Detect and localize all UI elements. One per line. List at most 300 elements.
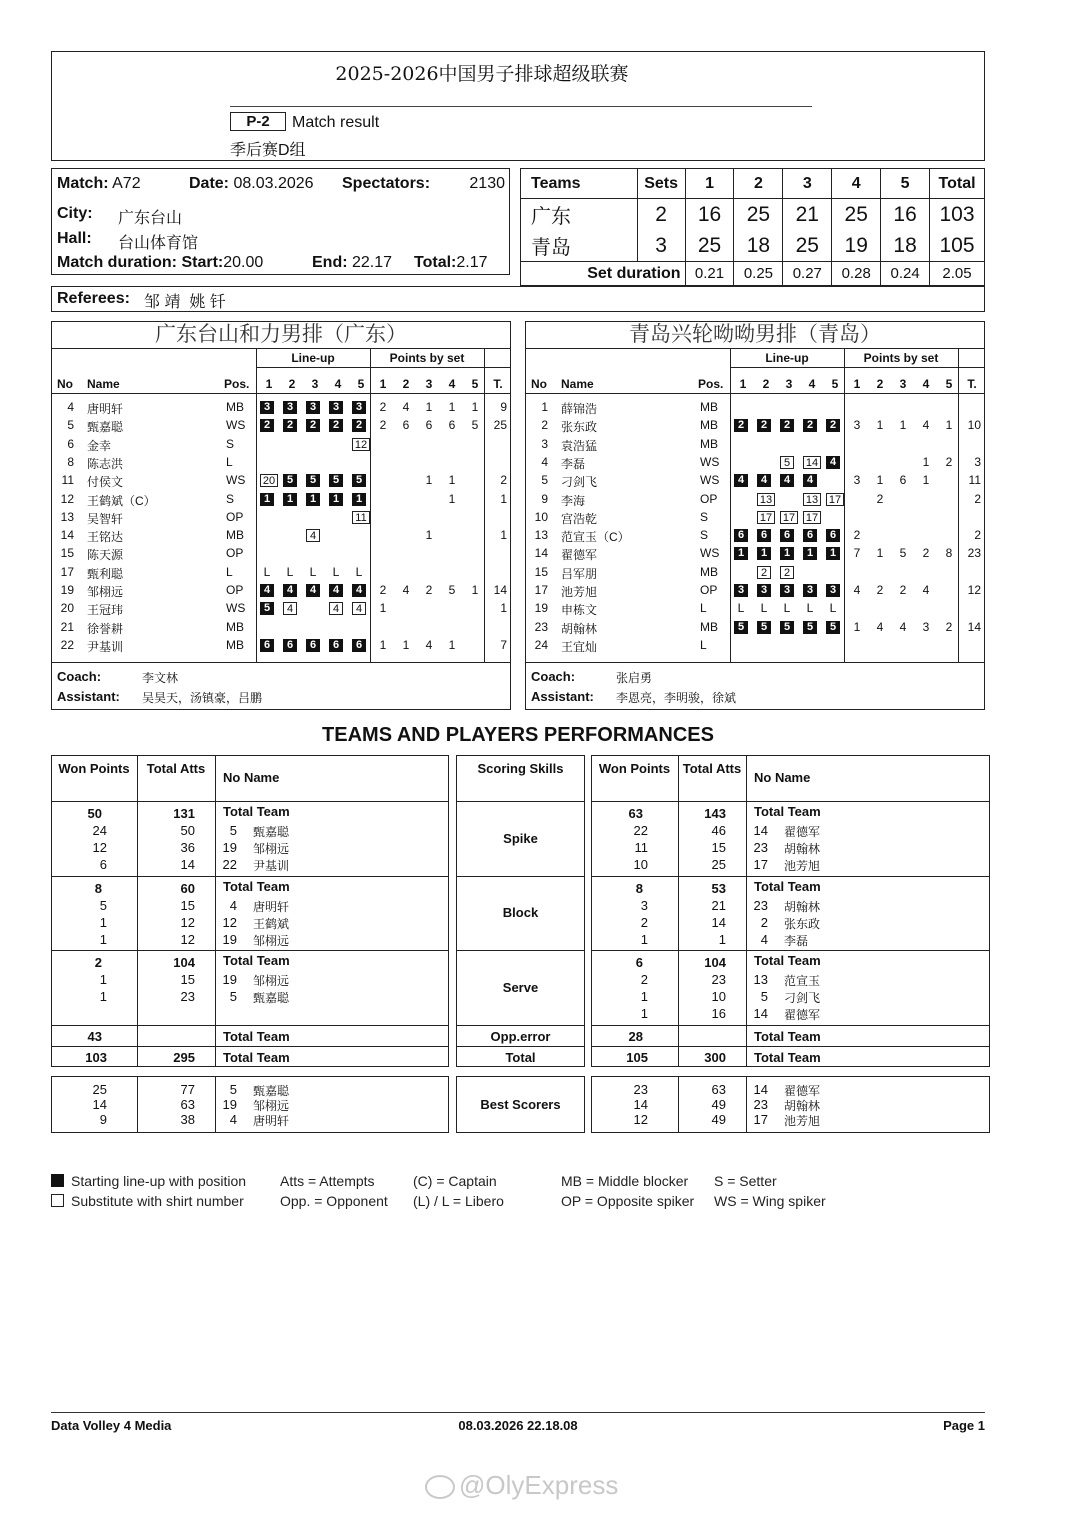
set-duration: 0.28 [832,262,881,286]
set2-header: 2 [734,169,783,199]
player-position: L [226,564,233,579]
points-set-header: 2 [402,377,410,391]
substitute-number: 17 [780,511,798,524]
player-won: 1 [640,932,648,947]
player-row [526,510,984,528]
player-row [526,638,984,656]
starting-position: 4 [734,474,748,487]
date-label: Date: [189,175,230,192]
lineup-set-header: 2 [288,377,296,391]
player-position: WS [700,473,720,488]
total-team-label: Total Team [754,1029,821,1044]
legend-op: OP = Opposite spiker [561,1193,695,1209]
player-name: 唐明轩 [253,900,290,914]
starting-position: 1 [734,547,748,560]
best-away-box [591,1076,990,1133]
best-number: 4 [229,1112,237,1127]
substitute-number: 2 [757,566,771,579]
set-points: 2 [876,583,884,597]
points-set-header: 3 [899,377,907,391]
starting-position: 2 [283,419,297,432]
player-name: 张东政 [561,420,598,435]
player-number: 4 [67,400,74,414]
starting-position: 1 [803,547,817,560]
starting-position: 2 [306,419,320,432]
player-total: 7 [500,637,507,652]
player-row [526,418,984,436]
best-scorers-label: Best Scorers [480,1097,561,1112]
substitute-number: 13 [757,493,775,506]
substitute-number: 4 [329,602,343,615]
starting-position: 4 [283,584,297,597]
team-won: 2 [94,955,102,970]
player-row [52,638,510,656]
player-won: 12 [92,840,107,855]
starting-position: 1 [260,493,274,506]
player-atts: 23 [180,989,195,1004]
spectators-label: Spectators: [342,175,431,192]
player-won: 1 [640,1006,648,1021]
player-name: 王铭达 [87,530,124,545]
player-position: MB [700,619,718,634]
player-total: 1 [500,528,507,543]
starting-position: 1 [306,493,320,506]
starting-position: 4 [260,584,274,597]
libero-mark: L [309,564,317,579]
player-atts: 23 [711,972,726,987]
assistant-label: Assistant: [531,689,594,704]
starting-position: 6 [329,639,343,652]
player-number: 19 [60,583,74,597]
starting-position: 2 [734,419,748,432]
set-points: 2 [899,583,907,597]
set-points: 1 [448,473,456,488]
player-atts: 1 [718,932,726,947]
starting-position: 1 [283,493,297,506]
libero-mark: L [806,601,814,616]
player-position: L [700,637,707,652]
set5-header: 5 [881,169,930,199]
won-points-header: Won Points [58,761,130,776]
starting-position: 1 [826,547,840,560]
libero-mark: L [332,564,340,579]
best-name: 唐明轩 [253,1114,290,1128]
starting-position: 2 [352,419,366,432]
set-points: 1 [876,473,884,488]
player-number: 19 [222,932,237,947]
player-number: 13 [753,972,768,987]
player-position: MB [226,637,244,652]
player-number: 23 [753,840,768,855]
set-points: 2 [379,418,387,433]
team-atts: 104 [704,955,726,970]
set-points: 1 [471,583,479,597]
set-points: 2 [945,454,953,469]
best-won: 14 [633,1097,648,1112]
player-name: 邹栩远 [253,974,290,988]
player-total: 2 [500,473,507,488]
set-points: 6 [448,418,456,433]
substitute-number: 4 [306,529,320,542]
substitute-number: 14 [803,456,821,469]
set-points: 4 [922,583,930,597]
set-points: 1 [402,637,410,652]
starting-position: 1 [780,547,794,560]
perf-home-box [51,755,449,1067]
set-points: 1 [876,546,884,561]
set-points: 1 [448,491,456,506]
player-name: 池芳旭 [784,859,821,873]
points-set-header: 5 [945,377,953,391]
set-duration: 0.25 [734,262,783,286]
player-name: 甄嘉聪 [87,420,124,435]
set-score: 25 [734,199,783,231]
set-duration: 0.21 [685,262,734,286]
player-name: 陈志洪 [87,456,124,471]
player-row [526,528,984,546]
footer-right: Page 1 [943,1418,985,1433]
total-team-label: Total Team [223,1050,290,1065]
starting-position: 1 [352,493,366,506]
player-row [52,455,510,473]
total-team-label: Total Team [223,804,290,819]
total-line [414,254,488,272]
player-position: S [226,436,235,451]
best-won: 14 [92,1097,107,1112]
starting-position: 4 [352,584,366,597]
substitute-number: 20 [260,474,278,487]
player-name: 李磊 [561,456,586,471]
player-name: 李海 [561,493,586,508]
player-name: 陈天源 [87,548,124,563]
player-total: 2 [974,528,981,543]
substitute-number: 12 [352,438,370,451]
set-points: 4 [876,619,884,634]
player-number: 11 [61,473,74,488]
starting-position: 3 [329,401,343,414]
best-number: 19 [222,1097,237,1112]
player-number: 9 [541,491,548,506]
starting-position: 2 [826,419,840,432]
set-points: 1 [425,473,433,488]
player-won: 22 [633,823,648,838]
set-points: 4 [425,637,433,652]
team-atts: 143 [704,806,726,821]
player-row [52,473,510,491]
starting-position: 1 [757,547,771,560]
starting-position: 4 [803,474,817,487]
starting-position: 2 [329,419,343,432]
starting-position: 3 [306,401,320,414]
duration-label: Match duration: [57,254,177,271]
teams-header: Teams [521,169,638,199]
player-atts: 12 [180,915,195,930]
coach-rule [52,662,510,663]
player-name: 甄利聪 [87,566,124,581]
best-name: 邹栩远 [253,1099,290,1113]
team-won: 63 [628,806,643,821]
player-name: 王冠玮 [87,603,124,618]
match-label: Match: [57,175,109,192]
set-points: 6 [425,418,433,433]
player-won: 11 [634,840,648,855]
best-number: 23 [753,1097,768,1112]
doc-code: P-2 [230,112,286,131]
player-number: 22 [222,857,237,872]
player-number: 12 [60,491,74,506]
set-points: 5 [471,418,479,433]
player-name: 翟德军 [784,1008,821,1022]
team-name: 青岛 [521,230,638,262]
total-team-label: Total Team [223,1029,290,1044]
player-won: 1 [99,989,107,1004]
player-row [526,455,984,473]
team-roster-title: 广东台山和力男排（广东） [52,322,510,349]
best-atts: 63 [711,1082,726,1097]
total-points: 105 [930,230,985,262]
hall-label: Hall: [57,230,92,247]
player-name: 刁剑飞 [561,475,598,490]
player-name: 胡翰林 [561,621,598,636]
legend-libero: (L) / L = Libero [413,1193,504,1209]
player-number: 24 [534,637,548,652]
best-won: 9 [99,1112,107,1127]
player-row [526,400,984,418]
set-points: 6 [402,418,410,433]
starting-position: 5 [734,621,748,634]
total-header: Total [930,169,985,199]
lineup-header: Line-up [291,351,335,365]
player-number: 14 [753,1006,768,1021]
player-name: 范宣玉（C） [561,530,630,545]
player-number: 17 [534,583,548,597]
player-won: 24 [92,823,107,838]
starting-position: 5 [352,474,366,487]
set-score: 19 [832,230,881,262]
player-number: 15 [534,564,548,579]
header-rule [52,393,510,394]
team-won: 50 [87,806,102,821]
legend-substitute-swatch [51,1194,64,1207]
set-points: 5 [448,583,456,597]
player-atts: 15 [180,972,195,987]
best-atts: 77 [180,1082,195,1097]
score-row-away [521,230,985,262]
player-name: 甄嘉聪 [253,825,290,839]
player-number: 15 [60,546,74,561]
total-label: Total [505,1050,536,1065]
player-position: MB [700,436,718,451]
starting-position: 5 [826,621,840,634]
starting-position: 2 [803,419,817,432]
substitute-number: 5 [780,456,794,469]
total-duration: 2.05 [930,262,985,286]
set-points: 1 [922,454,930,469]
starting-position: 6 [803,529,817,542]
player-name: 王鹤斌（C） [87,493,156,508]
total-value: 2.17 [456,254,488,271]
starting-position: 4 [757,474,771,487]
score-row-home [521,199,985,231]
team-roster-title: 青岛兴轮呦呦男排（青岛） [526,322,984,349]
substitute-number: 17 [757,511,775,524]
set-score: 18 [734,230,783,262]
player-atts: 12 [180,932,195,947]
set-points: 1 [471,400,479,414]
player-name: 王鹤斌 [253,917,290,931]
player-total: 1 [500,601,507,616]
total-team-label: Total Team [754,879,821,894]
skill-label: Serve [502,979,539,995]
player-atts: 15 [711,840,726,855]
total-atts-header: Total Atts [146,761,206,776]
player-row [52,437,510,455]
player-name: 翟德军 [784,825,821,839]
points-set-header: 1 [379,377,387,391]
set-points: 4 [899,619,907,634]
points-by-set-header: Points by set [389,351,465,365]
substitute-number: 17 [826,493,844,506]
player-number: 4 [760,932,768,947]
player-won: 2 [640,972,648,987]
player-position: S [700,509,709,524]
starting-position: 5 [306,474,320,487]
set-points: 1 [379,637,387,652]
team-atts: 104 [173,955,195,970]
player-won: 1 [99,932,107,947]
set-points: 2 [853,528,861,543]
score-table [520,168,985,286]
libero-mark: L [829,601,837,616]
set-points: 3 [853,473,861,488]
player-name: 池芳旭 [561,585,598,599]
player-name: 尹基训 [87,639,124,654]
player-position: OP [226,509,244,524]
player-position: MB [700,418,718,433]
starting-position: 5 [803,621,817,634]
player-position: MB [700,564,718,579]
spectators-line [342,175,430,193]
total-won: 103 [85,1050,107,1065]
set-points: 1 [448,637,456,652]
set-points: 3 [853,418,861,433]
roster-home [51,321,511,710]
set-score: 16 [881,199,930,231]
player-row [52,400,510,418]
best-name: 池芳旭 [784,1114,821,1128]
starting-position: 1 [329,493,343,506]
player-total: 23 [967,546,981,561]
starting-position: 3 [283,401,297,414]
player-row [52,510,510,528]
lineup-set-header: 3 [785,377,793,391]
player-number: 14 [534,546,548,561]
set-duration: 0.27 [783,262,832,286]
team-won: 6 [635,955,643,970]
substitute-number: 11 [352,511,370,524]
player-won: 10 [633,857,648,872]
player-position: WS [226,601,246,616]
set-points: 1 [853,619,861,634]
team-won: 8 [94,881,102,896]
player-name: 徐誉耕 [87,621,124,636]
player-number: 23 [534,619,548,634]
player-number: 5 [229,823,237,838]
player-number: 23 [753,898,768,913]
skill-label: Block [502,905,539,920]
player-row [52,583,510,601]
player-name: 胡翰林 [784,900,821,914]
set-points: 4 [922,418,930,433]
set-points: 4 [402,400,410,414]
set-score: 25 [685,230,734,262]
set-points: 1 [425,400,433,414]
legend-captain: (C) = Captain [413,1173,497,1189]
points-set-header: 4 [922,377,930,391]
total-atts: 295 [173,1050,195,1065]
player-row [526,437,984,455]
starting-position: 3 [734,584,748,597]
assistant-label: Assistant: [57,689,120,704]
score-header-row [521,169,985,199]
player-total: 11 [968,473,981,488]
player-won: 1 [640,989,648,1004]
pos-header: Pos. [224,377,250,391]
starting-position: 5 [780,621,794,634]
player-won: 5 [99,898,107,913]
player-row [526,473,984,491]
start-label: Start: [181,254,224,271]
team-atts: 60 [180,881,195,896]
player-name: 宫浩乾 [561,511,598,526]
player-name: 尹基训 [253,859,290,873]
set-points: 1 [876,418,884,433]
legend-atts: Atts = Attempts [280,1173,375,1189]
set-points: 2 [379,583,387,597]
end-line [312,254,392,272]
player-name: 王宜灿 [561,639,598,654]
starting-position: 5 [329,474,343,487]
starting-position: 5 [283,474,297,487]
lineup-set-header: 4 [334,377,342,391]
starting-position: 4 [826,456,840,469]
set-score: 25 [832,199,881,231]
player-number: 12 [222,915,237,930]
starting-position: 6 [757,529,771,542]
legend-opp: Opp. = Opponent [280,1193,388,1209]
starting-position: 3 [260,401,274,414]
starting-position: 5 [260,602,274,615]
total-won: 105 [626,1050,648,1065]
assistant-names: 李恩亮，李明骏，徐斌 [616,691,737,705]
performance-title: TEAMS AND PLAYERS PERFORMANCES [322,724,714,746]
lineup-set-header: 2 [762,377,770,391]
opp-error-label: Opp.error [490,1029,551,1044]
starting-position: 4 [306,584,320,597]
points-set-header: 2 [876,377,884,391]
player-name: 付侯文 [87,475,124,490]
coach-label: Coach: [57,669,102,684]
player-atts: 36 [180,840,195,855]
best-atts: 49 [711,1112,726,1127]
player-total: 14 [493,583,507,597]
player-atts: 50 [180,823,195,838]
hall-value: 台山体育馆 [118,235,199,252]
player-number: 3 [541,436,548,451]
player-position: WS [226,418,246,433]
player-number: 5 [760,989,768,1004]
best-name: 胡翰林 [784,1099,821,1113]
